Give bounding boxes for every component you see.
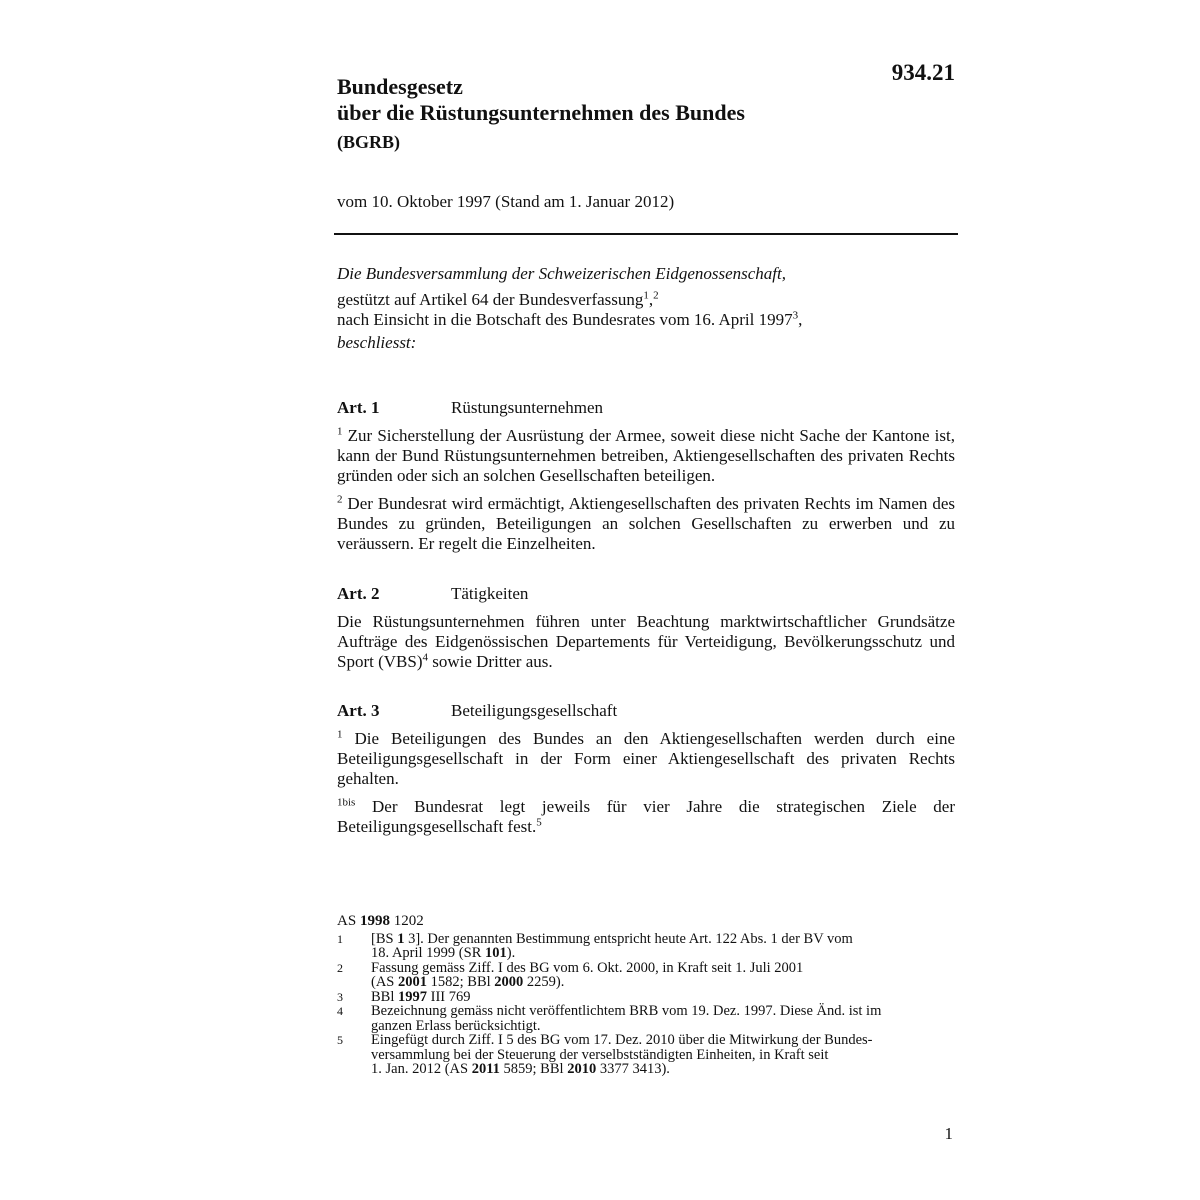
- fn-part: 101: [485, 945, 507, 961]
- preamble-intro: Die Bundesversammlung der Schweizerischen Eidgenossenschaft,: [337, 264, 786, 283]
- official-collection-ref: [337, 914, 957, 929]
- fn-part: 1: [397, 930, 405, 947]
- law-abbreviation: (BGRB): [337, 132, 400, 152]
- fn-part: [BS: [371, 930, 398, 947]
- paragraph-number: 1: [337, 728, 343, 741]
- preamble-basis-sep: ,: [648, 290, 654, 309]
- footnote-text: [371, 1033, 873, 1077]
- footnote-2: [337, 961, 957, 990]
- fn-line: Fassung gemäss Ziff. I des BG vom 6. Okt. 2000, in Kraft seit 1. Juli 2001: [371, 959, 804, 976]
- paragraph-text: Die Rüstungsunternehmen führen unter Beachtung marktwirtschaftlicher Grundsätze Aufträge des Eidgenössischen Departements für Verteidigung, Bevölkerungsschutz und Sport (VBS): [337, 612, 955, 671]
- fn-part: III 769: [427, 988, 471, 1005]
- fn-part: 1582; BBl: [427, 974, 495, 990]
- footnote-number: 2: [337, 960, 343, 975]
- fn-part: 3]. Der genannten Bestimmung entspricht heute Art. 122 Abs. 1 der BV vom: [404, 930, 853, 947]
- footnote-ref-2[interactable]: 2: [653, 289, 659, 302]
- paragraph-text: Zur Sicherstellung der Ausrüstung der Armee, soweit diese nicht Sache der Kantone ist, kann der Bund Rüstungsunternehmen betreiben, Aktiengesellschaften des privaten Rechts gründen oder sich an solchen Gesellschaften beteiligen.: [337, 426, 955, 485]
- fn-line: Eingefügt durch Ziff. I 5 des BG vom 17. Dez. 2010 über die Mitwirkung der Bundes-: [371, 1032, 873, 1048]
- footnote-number: 1: [337, 931, 343, 946]
- article-paragraph: [337, 729, 955, 789]
- preamble: [337, 264, 957, 353]
- fn-part: 2010: [567, 1061, 597, 1077]
- article-number: Art. 3: [337, 701, 380, 720]
- fn-part: 3377 3413).: [596, 1061, 670, 1077]
- sr-number: 934.21: [891, 60, 955, 85]
- fn-line: versammlung bei der Steuerung der verselbstständigten Einheiten, in Kraft seit: [371, 1046, 829, 1063]
- footnote-1: [337, 932, 957, 961]
- fn-part: 2001: [398, 974, 427, 990]
- footnote-ref-5[interactable]: 5: [536, 816, 542, 829]
- paragraph-text-end: sowie Dritter aus.: [427, 652, 553, 671]
- footnote-ref-1[interactable]: 1: [643, 289, 649, 302]
- fn-part: 18. April 1999 (SR: [371, 945, 485, 961]
- fn-part: 1. Jan. 2012 (AS: [371, 1061, 472, 1077]
- article-heading: [337, 701, 955, 721]
- article-paragraph: [337, 612, 955, 672]
- article-paragraph: [337, 494, 955, 554]
- paragraph-number: 2: [337, 493, 343, 506]
- paragraph-number: 1: [337, 425, 343, 438]
- fn-line: ganzen Erlass berücksichtigt.: [371, 1017, 541, 1034]
- article-number: Art. 2: [337, 584, 380, 603]
- paragraph-text: Der Bundesrat legt jeweils für vier Jahre die strategischen Ziele der Beteiligungsgesellschaft fest.: [337, 797, 955, 836]
- fn-part: BBl: [371, 988, 398, 1005]
- article-2: [337, 584, 955, 680]
- article-paragraph: [337, 797, 955, 837]
- footnote-5: [337, 1033, 957, 1077]
- footnote-number: 3: [337, 989, 343, 1004]
- footnotes: [337, 914, 957, 1077]
- fn-part: 2000: [494, 974, 524, 990]
- fn-part: ).: [506, 945, 516, 961]
- paragraph-number: 1bis: [337, 796, 356, 809]
- footnote-ref-4[interactable]: 4: [422, 651, 428, 664]
- footnote-text: [371, 932, 853, 961]
- fn-line: Bezeichnung gemäss nicht veröffentlichtem BRB vom 19. Dez. 1997. Diese Änd. ist im: [371, 1003, 882, 1019]
- preamble-conclusion: beschliesst:: [337, 333, 417, 352]
- article-heading: [337, 584, 955, 604]
- fn-part: 1997: [398, 988, 427, 1005]
- article-title: Rüstungsunternehmen: [451, 398, 604, 417]
- footnote-ref-3[interactable]: 3: [792, 309, 799, 322]
- fn-part: (AS: [371, 974, 398, 990]
- as-prefix: AS: [337, 913, 360, 929]
- title-line-1: Bundesgesetz: [337, 74, 463, 99]
- paragraph-text: Der Bundesrat wird ermächtigt, Aktiengesellschaften des privaten Rechts im Namen des Bundes zu gründen, Beteiligungen an solchen Gesellschaften zu erwerben und zu veräussern. Er regelt die Einzelheiten.: [337, 494, 956, 553]
- article-number: Art. 1: [337, 398, 380, 417]
- footnote-number: 4: [337, 1004, 343, 1018]
- footnote-3: [337, 990, 957, 1005]
- footnote-number: 5: [337, 1033, 343, 1047]
- article-1: [337, 398, 955, 562]
- footnote-text: [371, 961, 803, 990]
- footnote-4: [337, 1004, 957, 1033]
- article-title: Tätigkeiten: [451, 584, 529, 603]
- preamble-basis: [337, 290, 957, 310]
- preamble-message: [337, 310, 957, 330]
- paragraph-text: Die Beteiligungen des Bundes an den Aktiengesellschaften werden durch eine Beteiligungsgesellschaft in der Form einer Aktiengesellschaft des privaten Rechts gehalten.: [337, 729, 955, 788]
- footnote-text: [371, 990, 471, 1005]
- as-year: 1998: [359, 913, 390, 929]
- as-page: 1202: [389, 913, 424, 929]
- preamble-message-text: nach Einsicht in die Botschaft des Bundesrates vom 16. April 1997: [337, 310, 793, 329]
- fn-part: 5859; BBl: [499, 1061, 568, 1077]
- article-3: [337, 701, 955, 845]
- title-line-2: über die Rüstungsunternehmen des Bundes: [337, 100, 745, 125]
- fn-part: 2011: [471, 1061, 500, 1077]
- article-title: Beteiligungsgesellschaft: [451, 701, 618, 720]
- article-heading: [337, 398, 955, 418]
- footnote-text: [371, 1004, 881, 1033]
- article-paragraph: [337, 426, 955, 486]
- preamble-basis-text: gestützt auf Artikel 64 der Bundesverfassung: [337, 290, 644, 309]
- fn-part: 2259).: [523, 974, 565, 990]
- title-divider: [334, 233, 958, 235]
- enactment-date: vom 10. Oktober 1997 (Stand am 1. Januar 2012): [337, 192, 675, 211]
- page-number: 1: [944, 1124, 953, 1143]
- law-title: [337, 74, 857, 155]
- preamble-message-end: ,: [798, 310, 803, 329]
